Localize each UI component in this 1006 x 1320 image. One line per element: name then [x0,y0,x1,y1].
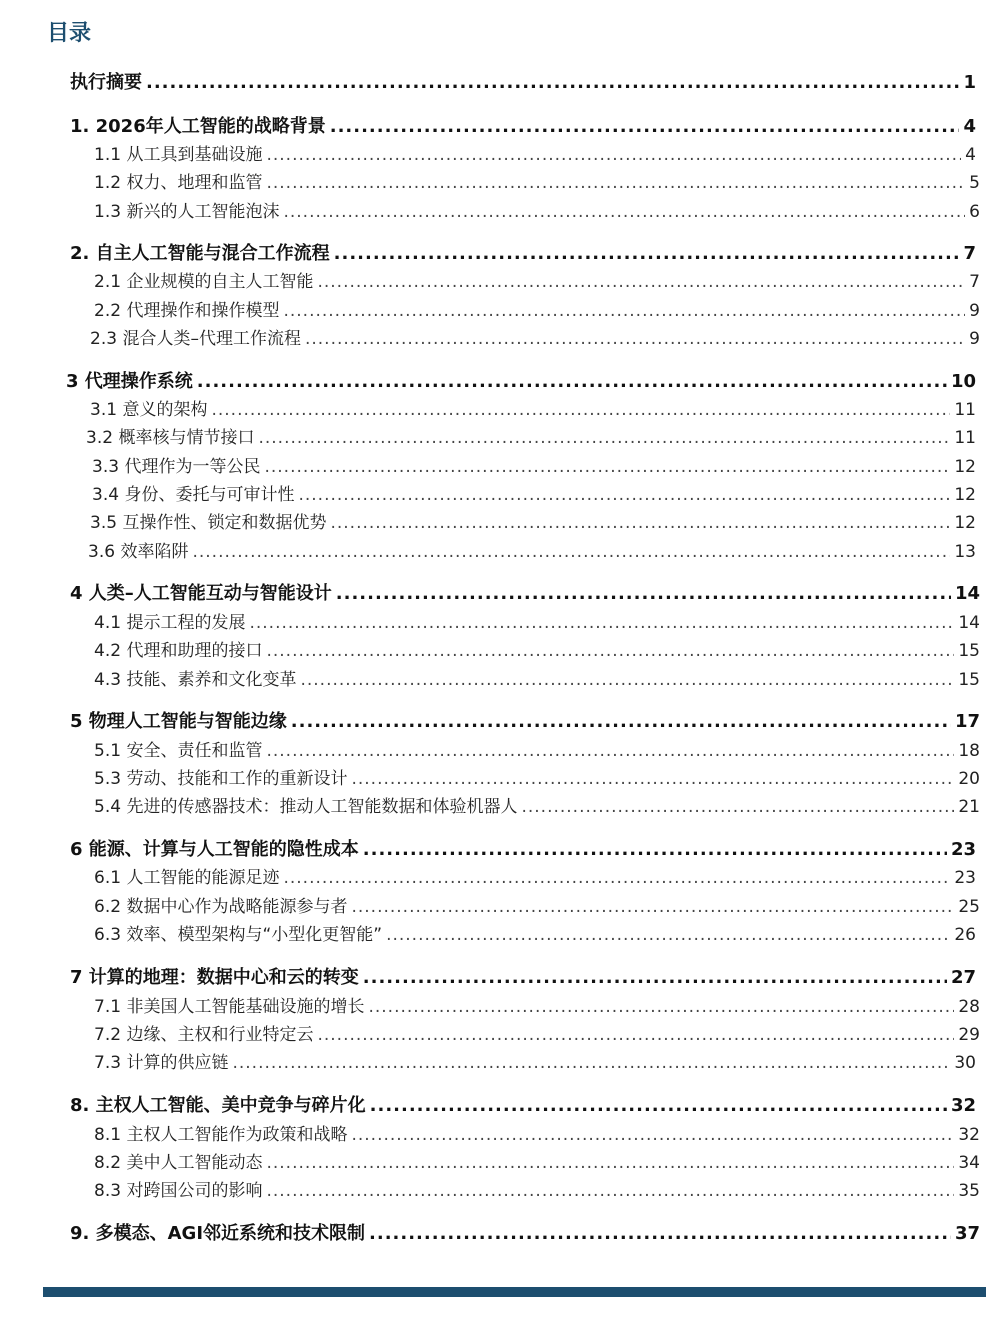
toc-entry-label: 7 计算的地理：数据中心和云的转变 [70,967,359,988]
toc-entry-label: 1.1 从工具到基础设施 [94,145,263,165]
toc-dot-leader [386,925,950,945]
toc-entry-label: 8.2 美中人工智能动态 [94,1153,263,1173]
toc-entry-page: 5 [969,173,980,193]
toc-entry-label: 9. 多模态、AGI邻近系统和技术限制 [70,1223,366,1244]
toc-entry[interactable] [90,324,980,349]
toc-entry-page: 15 [958,641,980,661]
toc-entry[interactable] [88,537,976,562]
toc-entry-label: 2.2 代理操作和操作模型 [94,301,280,321]
toc-dot-leader [197,371,947,392]
toc-entry-page: 25 [958,897,980,917]
toc-entry[interactable] [94,764,980,789]
toc-entry[interactable] [94,1176,980,1201]
toc-entry-label: 3 代理操作系统 [66,371,193,392]
toc-entry-label: 7.1 非美国人工智能基础设施的增长 [94,997,365,1017]
toc-entry-label: 5.1 安全、责任和监管 [94,741,263,761]
toc-entry[interactable] [94,863,976,888]
toc-entry-page: 6 [969,202,980,222]
toc-entry[interactable] [94,1148,980,1173]
toc-dot-leader [305,329,965,349]
toc-dot-leader [266,1153,954,1173]
toc-dot-leader [266,741,954,761]
toc-dot-leader [232,1053,950,1073]
toc-entry-label: 2. 自主人工智能与混合工作流程 [70,243,330,264]
toc-entry-label: 1. 2026年人工智能的战略背景 [70,116,326,137]
toc-entry-page: 32 [958,1125,980,1145]
toc-entry[interactable] [94,267,980,292]
toc-dot-leader [291,711,951,732]
toc-entry[interactable] [94,168,980,193]
toc-entry[interactable] [94,792,980,817]
toc-entry-label: 5.4 先进的传感器技术：推动人工智能数据和体验机器人 [94,797,518,817]
footer-bar [43,1287,986,1297]
toc-entry-page: 12 [954,457,976,477]
toc-dot-leader [317,272,965,292]
toc-entry-label: 5 物理人工智能与智能边缘 [70,711,287,732]
toc-dot-leader [266,641,954,661]
toc-entry-label: 6 能源、计算与人工智能的隐性成本 [70,839,359,860]
toc-entry[interactable] [94,636,980,661]
toc-dot-leader [351,769,954,789]
toc-entry-page: 30 [954,1053,976,1073]
toc-entry[interactable] [90,508,976,533]
toc-entry[interactable] [94,296,980,321]
toc-entry-label: 5.3 劳动、技能和工作的重新设计 [94,769,348,789]
toc-entry-label: 4 人类–人工智能互动与智能设计 [70,583,332,604]
toc-entry-label: 3.4 身份、委托与可审计性 [92,485,295,505]
toc-entry-label: 6.1 人工智能的能源足迹 [94,868,280,888]
toc-dot-leader [264,457,950,477]
toc-entry-label: 8.3 对跨国公司的影响 [94,1181,263,1201]
toc-entry[interactable] [94,608,980,633]
toc-entry[interactable] [94,736,980,761]
toc-entry-label: 2.3 混合人类–代理工作流程 [90,329,301,349]
toc-entry-page: 21 [958,797,980,817]
toc-entry-page: 9 [969,301,980,321]
toc-entry-page: 13 [954,542,976,562]
toc-entry-page: 9 [969,329,980,349]
toc-entry[interactable] [70,707,980,733]
toc-dot-leader [192,542,950,562]
toc-entry[interactable] [86,423,976,448]
toc-entry-page: 11 [954,428,976,448]
toc-entry-page: 27 [950,967,976,988]
toc-entry-page: 4 [963,116,976,137]
toc-entry-label: 6.2 数据中心作为战略能源参与者 [94,897,348,917]
toc-entry[interactable] [90,395,976,420]
toc-dot-leader [266,173,965,193]
toc-entry-label: 3.1 意义的架构 [90,400,208,420]
toc-entry[interactable] [70,239,976,265]
toc-dot-leader [258,428,950,448]
toc-entry-page: 32 [950,1095,976,1116]
toc-entry-page: 11 [954,400,976,420]
toc-entry-page: 18 [958,741,980,761]
toc-entry-page: 35 [958,1181,980,1201]
toc-entry-page: 4 [965,145,976,165]
toc-dot-leader [266,1181,954,1201]
toc-entry-page: 12 [954,485,976,505]
toc-entry[interactable] [66,367,976,393]
toc-dot-leader [369,1223,951,1244]
toc-entry[interactable] [70,963,976,989]
toc-entry-page: 29 [958,1025,980,1045]
toc-entry[interactable] [94,665,980,690]
toc-entry-page: 34 [958,1153,980,1173]
toc-entry-page: 14 [958,613,980,633]
toc-dot-leader [300,670,954,690]
toc-entry[interactable] [70,1219,980,1245]
toc-entry-label: 1.2 权力、地理和监管 [94,173,263,193]
toc-entry[interactable] [70,835,976,861]
toc-dot-leader [146,72,959,93]
toc-dot-leader [351,1125,954,1145]
toc-entry-page: 15 [958,670,980,690]
toc-entry-label: 2.1 企业规模的自主人工智能 [94,272,314,292]
toc-entry-label: 8. 主权人工智能、美中竞争与碎片化 [70,1095,366,1116]
toc-dot-leader [283,301,965,321]
toc-entry[interactable] [70,579,980,605]
toc-entry-label: 7.2 边缘、主权和行业特定云 [94,1025,314,1045]
toc-dot-leader [211,400,950,420]
toc-entry[interactable] [70,68,976,94]
toc-entry-label: 3.3 代理作为一等公民 [92,457,261,477]
toc-dot-leader [368,997,954,1017]
page-title: 目录 [47,21,92,46]
toc-entry-label: 6.3 效率、模型架构与“小型化更智能” [94,925,383,945]
toc-dot-leader [351,897,954,917]
toc-entry-page: 17 [954,711,980,732]
toc-entry[interactable] [94,1020,980,1045]
toc-dot-leader [249,613,954,633]
toc-dot-leader [330,513,950,533]
toc-entry-label: 4.2 代理和助理的接口 [94,641,263,661]
toc-entry[interactable] [94,892,980,917]
toc-entry-label: 8.1 主权人工智能作为政策和战略 [94,1125,348,1145]
toc-entry-page: 7 [963,243,976,264]
toc-entry-page: 12 [954,513,976,533]
toc-dot-leader [336,583,951,604]
toc-entry-page: 23 [954,868,976,888]
toc-dot-leader [298,485,950,505]
toc-entry[interactable] [94,1048,976,1073]
toc-entry[interactable] [92,452,976,477]
toc-dot-leader [283,202,965,222]
toc-entry-label: 4.3 技能、素养和文化变革 [94,670,297,690]
toc-dot-leader [283,868,950,888]
toc-entry-label: 3.2 概率核与情节接口 [86,428,255,448]
toc-entry-page: 10 [950,371,976,392]
toc-entry-page: 20 [958,769,980,789]
toc-entry[interactable] [94,197,980,222]
toc-entry-page: 1 [963,72,976,93]
toc-entry-label: 执行摘要 [70,72,142,93]
toc-entry[interactable] [94,992,980,1017]
toc-entry-page: 37 [954,1223,980,1244]
toc-entry[interactable] [92,480,976,505]
toc-dot-leader [363,839,947,860]
toc-entry-page: 26 [954,925,976,945]
toc-entry-page: 14 [954,583,980,604]
toc-entry-label: 3.6 效率陷阱 [88,542,189,562]
toc-dot-leader [334,243,960,264]
toc-entry[interactable] [94,140,976,165]
toc-dot-leader [330,116,960,137]
toc-entry[interactable] [70,112,976,138]
toc-dot-leader [521,797,954,817]
toc-entry[interactable] [94,920,976,945]
toc-entry-page: 23 [950,839,976,860]
toc-entry-label: 4.1 提示工程的发展 [94,613,246,633]
toc-entry[interactable] [94,1120,980,1145]
toc-dot-leader [363,967,947,988]
toc-entry-label: 1.3 新兴的人工智能泡沫 [94,202,280,222]
toc-entry-page: 28 [958,997,980,1017]
toc-entry[interactable] [70,1091,976,1117]
toc-dot-leader [370,1095,947,1116]
toc-entry-label: 3.5 互操作性、锁定和数据优势 [90,513,327,533]
toc-entry-label: 7.3 计算的供应链 [94,1053,229,1073]
toc-entry-page: 7 [969,272,980,292]
toc-dot-leader [317,1025,954,1045]
toc-dot-leader [266,145,961,165]
